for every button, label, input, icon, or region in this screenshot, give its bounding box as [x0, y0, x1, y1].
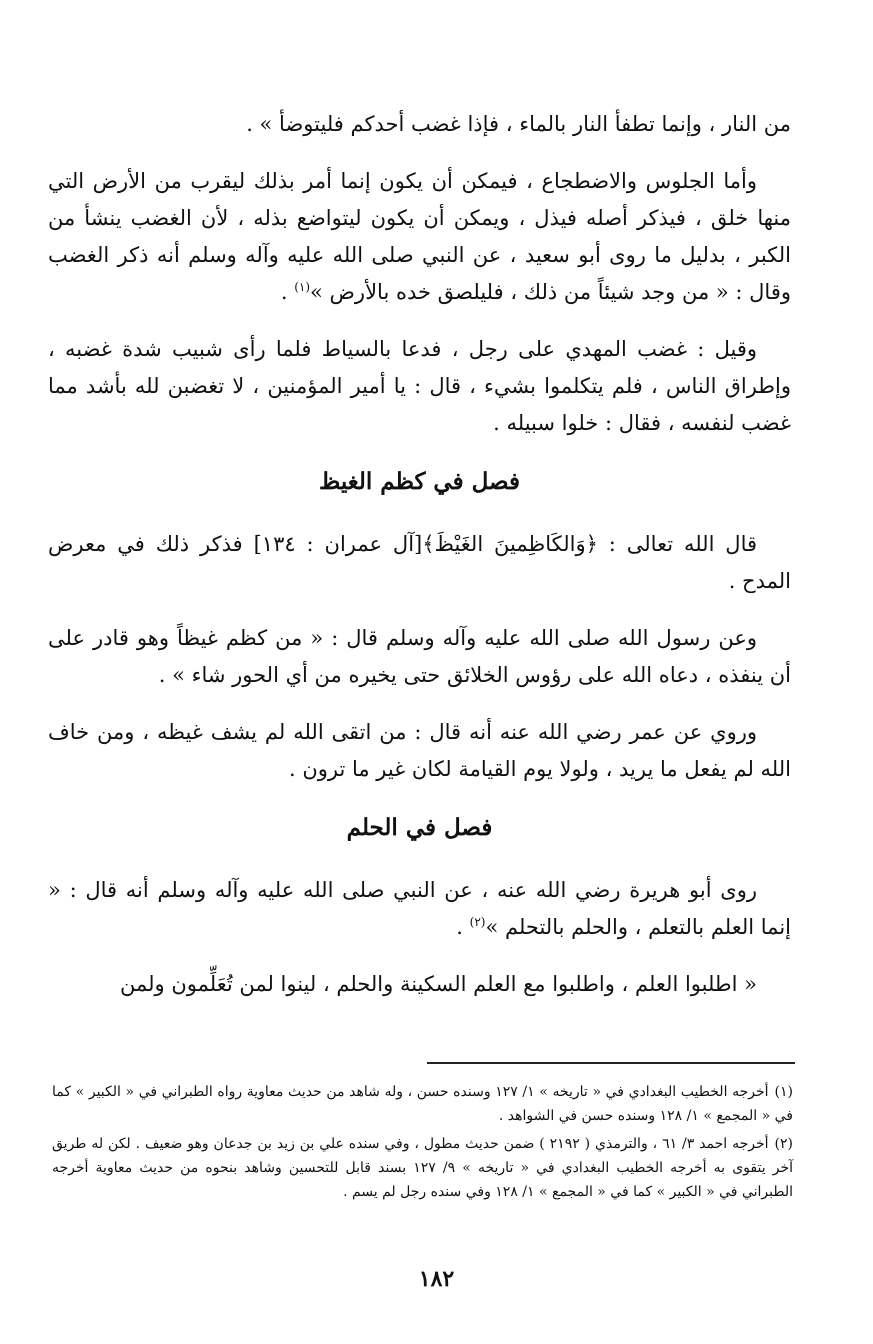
paragraph: روى أبو هريرة رضي الله عنه ، عن النبي صلى الله عليه وآله وسلم أنه قال : « إنما العلم بالتعلم ، والحلم بالتحلم »$^{(٢)}$ .: [48, 878, 791, 939]
footnote-number: (١): [774, 1084, 793, 1100]
section-heading: فصل في الحلم: [346, 814, 493, 841]
footnotes: [52, 1080, 793, 1208]
paragraph: وأما الجلوس والاضطجاع ، فيمكن أن يكون إنما أمر بذلك ليقرب من الأرض التي منها خلق ، فيذكر أصله فيذل ، ويمكن أن يكون ليتواضع بذله ، لأن الغضب ينشأ من الكبر ، بدليل ما روى أبو سعيد ، عن النبي صلى الله عليه وآله وسلم أنه ذكر الغضب وقال : « من وجد شيئاً من ذلك ، فليلصق خده بالأرض »$^{(١)}$ .: [48, 169, 791, 304]
footnote-number: (٢): [774, 1136, 793, 1152]
paragraph: وقيل : غضب المهدي على رجل ، فدعا بالسياط فلما رأى شبيب شدة غضبه ، وإطراق الناس ، فلم يتكلموا بشيء ، قال : يا أمير المؤمنين ، لا تغضبن لله بأشد مما غضب لنفسه ، فقال : خلوا سبيله .: [48, 337, 791, 435]
paragraph: قال الله تعالى : ﴿وَالكَاظِمينَ الغَيْظَ﴾[آل عمران : ١٣٤] فذكر ذلك في معرض المدح .: [48, 532, 791, 593]
footnote-divider: [427, 1062, 795, 1064]
paragraph: وروي عن عمر رضي الله عنه أنه قال : من اتقى الله لم يشف غيظه ، ومن خاف الله لم يفعل ما يريد ، ولولا يوم القيامة لكان غير ما ترون .: [48, 720, 791, 781]
footnote: (٢)أخرجه احمد ٣/ ٦١ ، والترمذي ( ٢١٩٢ ) ضمن حديث مطول ، وفي سنده علي بن زيد بن جدعان وهو ضعيف . لكن له طريق آخر يتقوى به أخرجه الخطيب البغدادي في « تاريخه » ٩/ ١٢٧ بسند قابل للتحسين وشاهد بنحوه من حديث معاوية أخرجه الطبراني في « الكبير » كما في « المجمع » ١/ ١٢٨ وفي سنده رجل لم يسم .: [52, 1136, 793, 1200]
page-number: ١٨٢: [418, 1266, 455, 1292]
paragraph: وعن رسول الله صلى الله عليه وآله وسلم قال : « من كظم غيظاً وهو قادر على أن ينفذه ، دعاه الله على رؤوس الخلائق حتى يخيره من أي الحور شاء » .: [48, 626, 791, 687]
body-text: [48, 106, 791, 1023]
footnote-reference[interactable]: (١): [294, 280, 311, 294]
footnote-reference[interactable]: (٢): [469, 915, 486, 929]
section-heading: فصل في كظم الغيظ: [319, 468, 520, 495]
paragraph: « اطلبوا العلم ، واطلبوا مع العلم السكينة والحلم ، لينوا لمن تُعَلِّمون ولمن: [119, 972, 757, 996]
paragraph: من النار ، وإنما تطفأ النار بالماء ، فإذا غضب أحدكم فليتوضأ » .: [246, 112, 791, 136]
footnote: (١)أخرجه الخطيب البغدادي في « تاريخه » ١/ ١٢٧ وسنده حسن ، وله شاهد من حديث معاوية رواه الطبراني في « الكبير » كما في « المجمع » ١/ ١٢٨ وسنده حسن في الشواهد .: [52, 1084, 793, 1124]
